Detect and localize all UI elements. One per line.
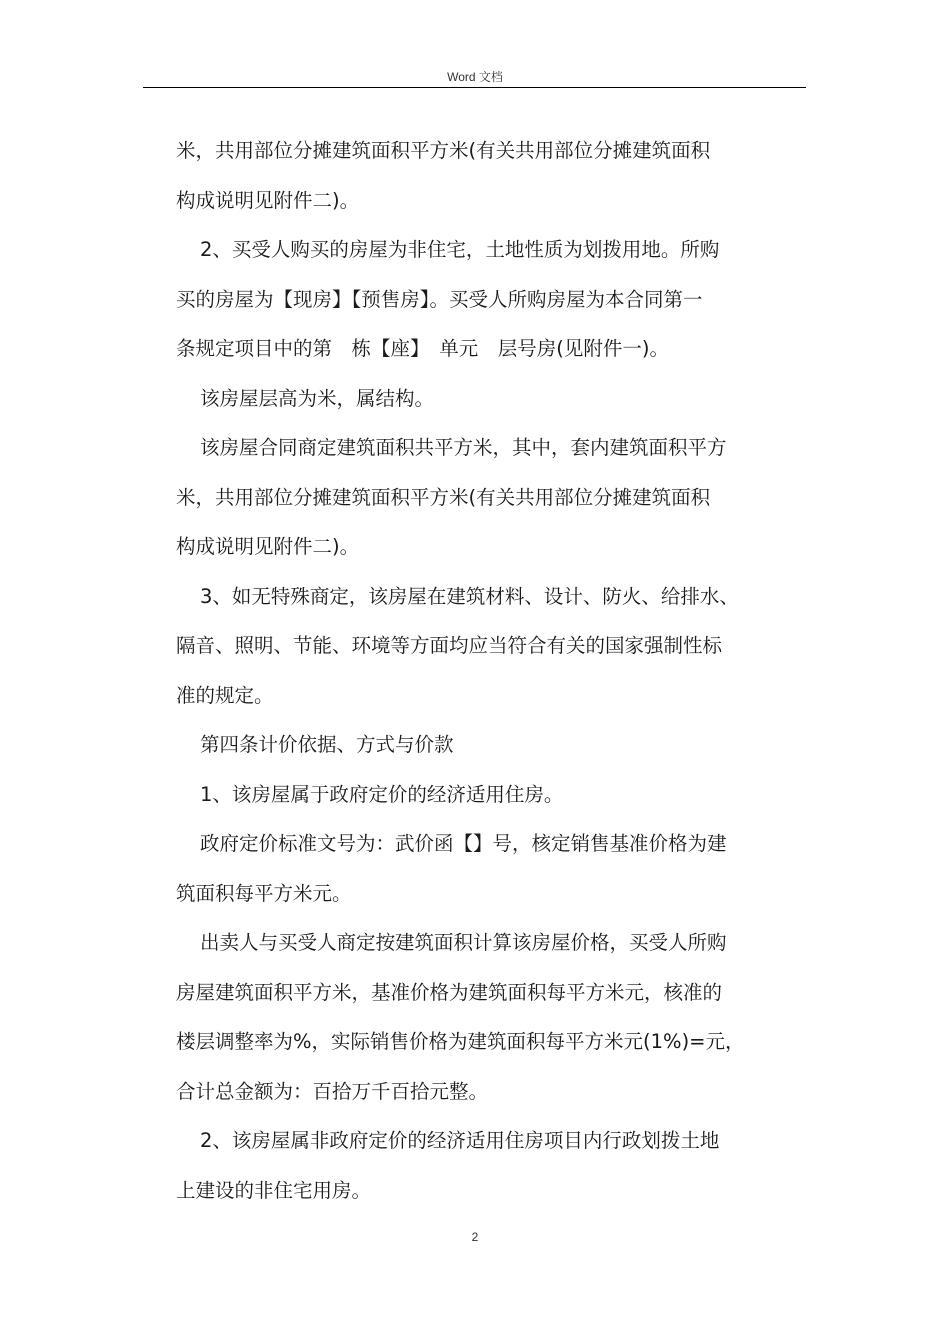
text-line: 构成说明见附件二)。 [176,535,360,558]
text-line: 3、如无特殊商定，该房屋在建筑材料、设计、防火、给排水、 [200,584,739,608]
page-header: Word 文档 [447,70,503,84]
text-line: 买的房屋为【现房】【预售房】。买受人所购房屋为本合同第一 [176,287,703,311]
text-line: 准的规定。 [176,683,274,707]
text-line: 2、该房屋属非政府定价的经济适用住房项目内行政划拨土地 [200,1129,720,1152]
text-line: 构成说明见附件二)。 [176,188,360,212]
text-line: 该房屋层高为米，属结构。 [200,386,435,410]
text-line: 合计总金额为：百拾万千百拾元整。 [176,1079,489,1103]
text-line: 米，共用部位分摊建筑面积平方米(有关共用部位分摊建筑面积 [176,485,711,509]
text-line: 隔音、照明、节能、环境等方面均应当符合有关的国家强制性标 [176,634,723,657]
page-number: 2 [471,1230,479,1244]
header-rule [143,87,806,88]
text-line: 米，共用部位分摊建筑面积平方米(有关共用部位分摊建筑面积 [176,139,711,162]
text-line: 上建设的非住宅用房。 [176,1178,372,1202]
text-line: 1、该房屋属于政府定价的经济适用住房。 [200,782,564,806]
text-line: 楼层调整率为%，实际销售价格为建筑面积每平方米元(1%)=元， [176,1030,745,1053]
text-line: 出卖人与买受人商定按建筑面积计算该房屋价格，买受人所购 [200,931,727,954]
document-body [176,126,806,1215]
text-line: 筑面积每平方米元。 [176,881,352,905]
text-line: 条规定项目中的第 栋【座】 单元 层号房(见附件一)。 [176,337,669,360]
text-line: 2、买受人购买的房屋为非住宅，土地性质为划拨用地。所购 [200,238,720,261]
text-line: 该房屋合同商定建筑面积共平方米，其中，套内建筑面积平方 [200,436,727,459]
text-line: 政府定价标准文号为：武价函【】号，核定销售基准价格为建 [200,832,727,855]
text-line: 房屋建筑面积平方米，基准价格为建筑面积每平方米元，核准的 [176,980,723,1004]
section-heading: 第四条计价依据、方式与价款 [200,733,454,756]
